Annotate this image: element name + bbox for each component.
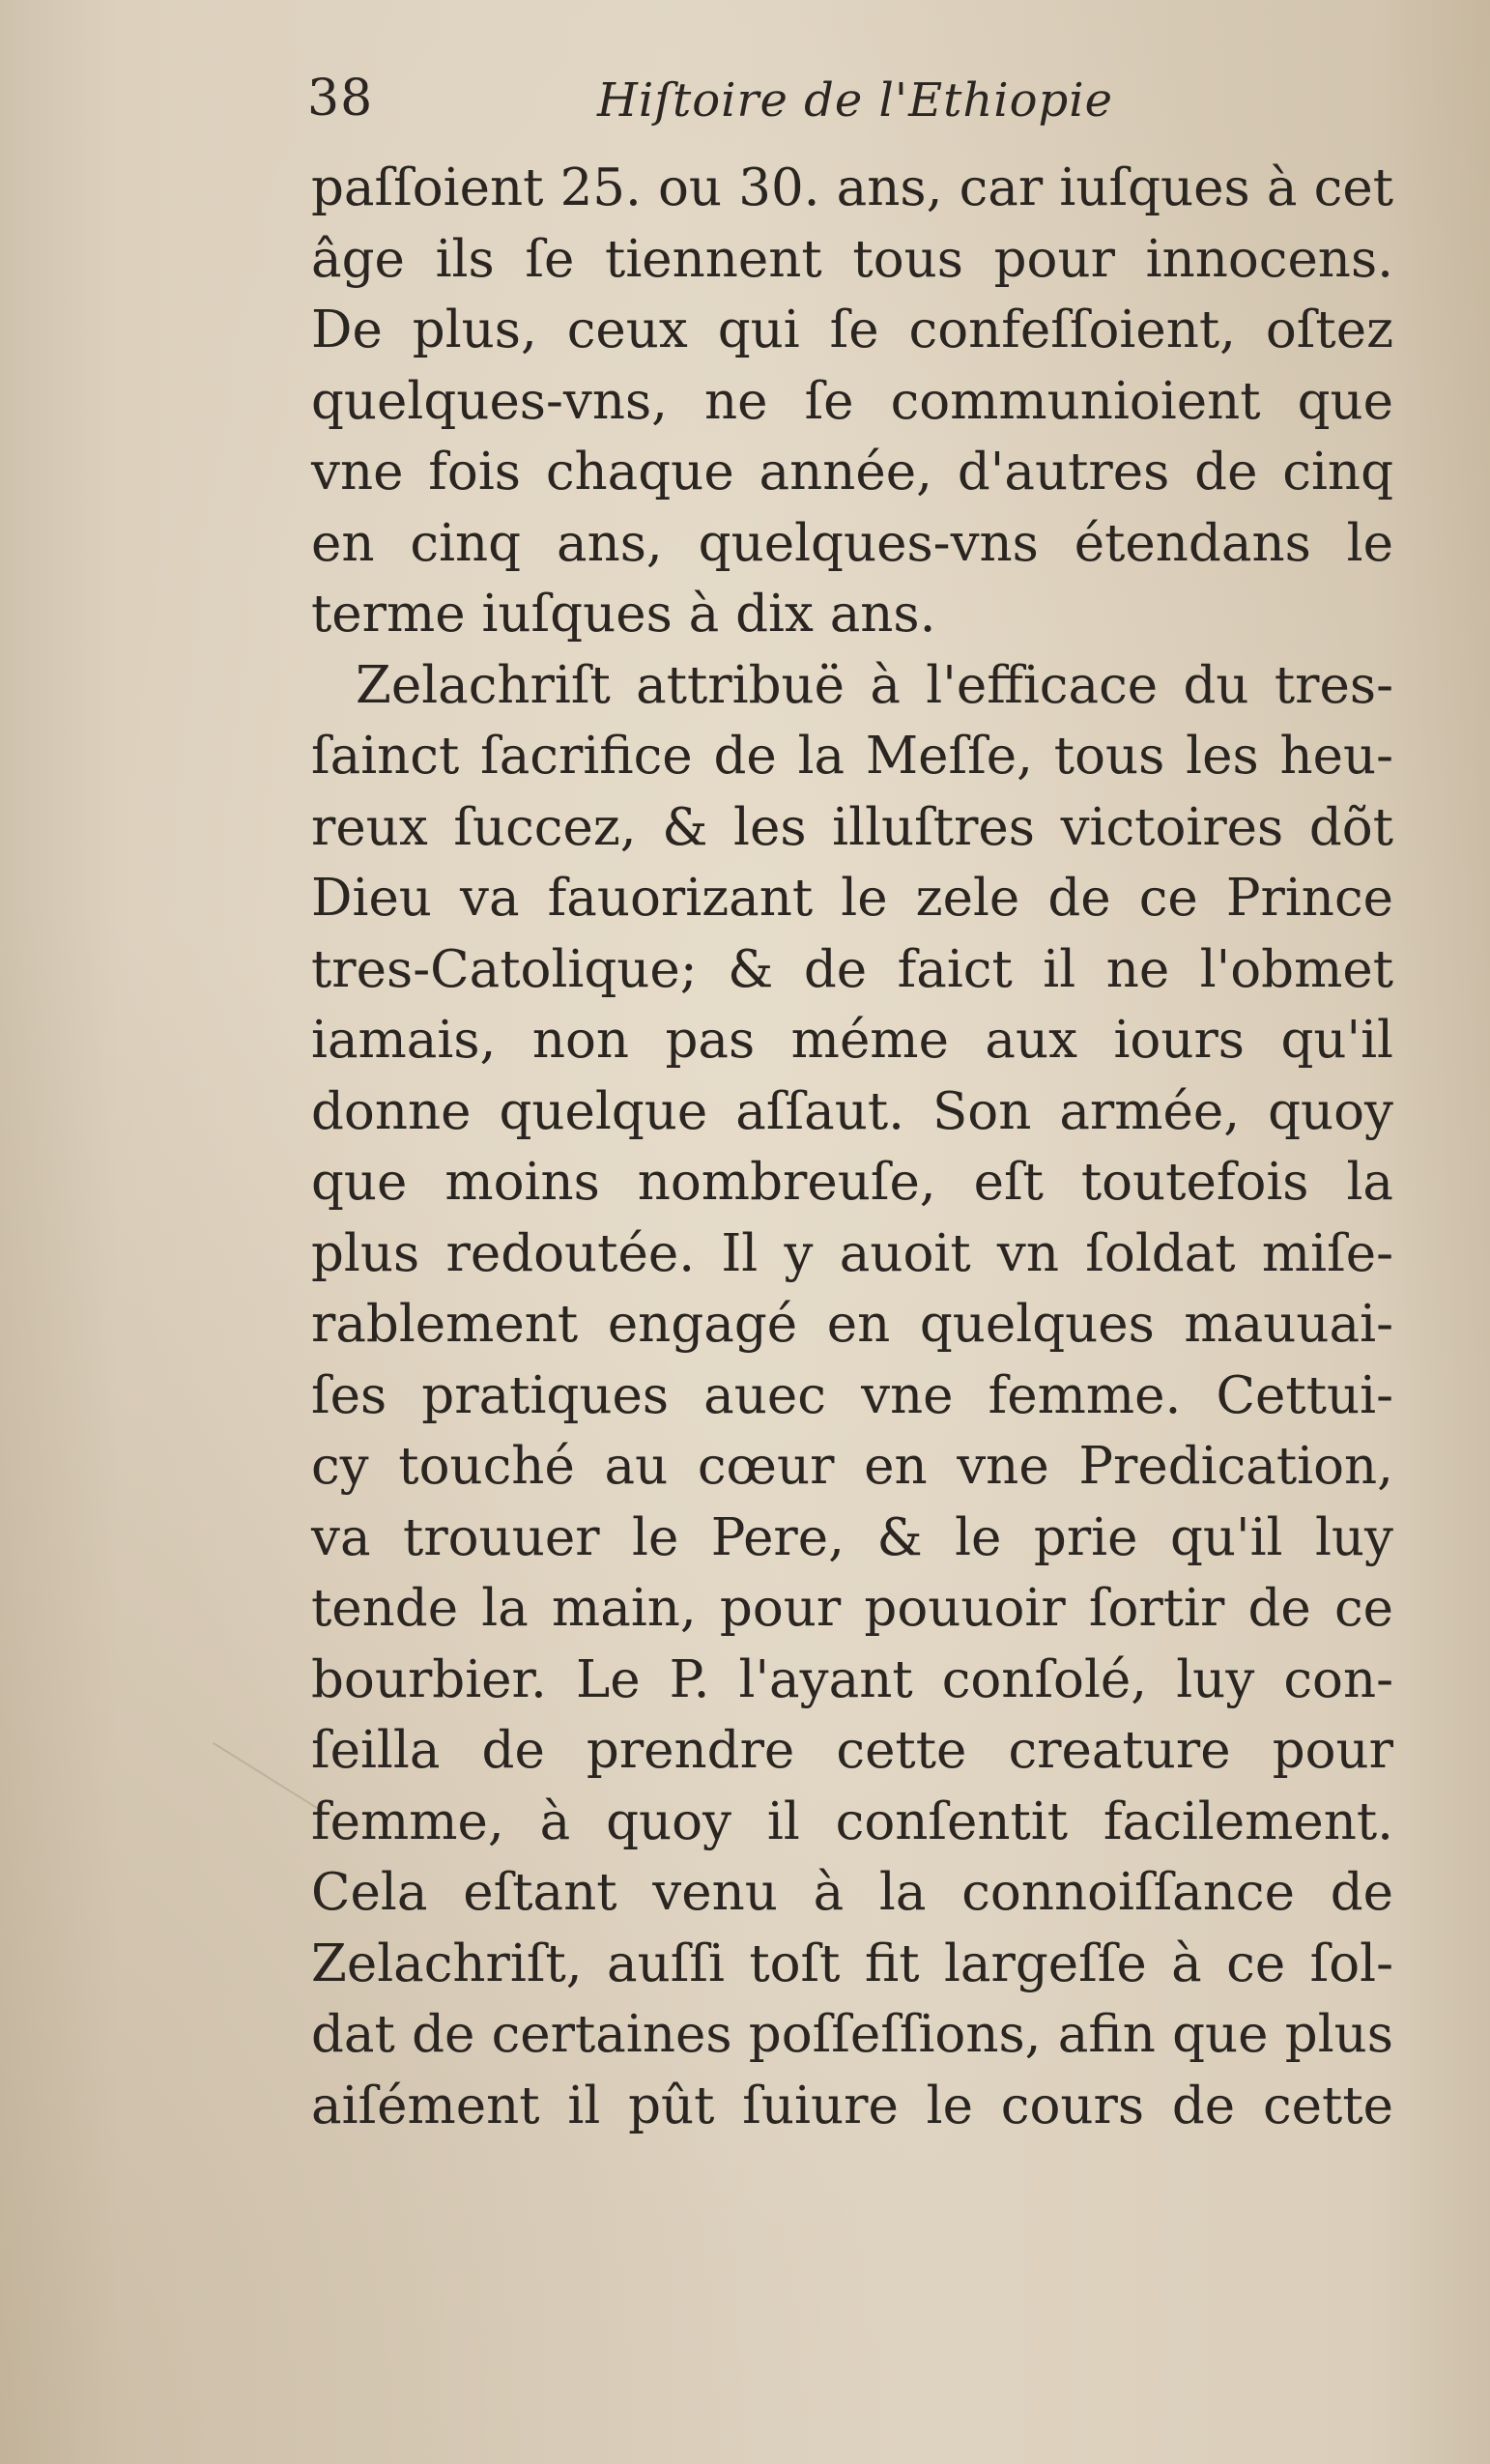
text-line: ſes pratiques auec vne femme. Cettui- bbox=[311, 1365, 1393, 1425]
text-line: paſſoient 25. ou 30. ans, car iuſques à cet bbox=[311, 158, 1393, 217]
text-line: dat de certaines poſſeſſions, afin que plus bbox=[311, 2005, 1393, 2064]
text-line: terme iuſques à dix ans. bbox=[311, 585, 936, 644]
text-line: femme, à quoy il conſentit facilement. bbox=[311, 1791, 1393, 1851]
text-line: vne fois chaque année, d'autres de cinq bbox=[311, 443, 1393, 501]
text-line: ſeilla de prendre cette creature pour bbox=[311, 1721, 1393, 1780]
text-line: quelques-vns, ne ſe communioient que bbox=[311, 371, 1393, 431]
page-number: 38 bbox=[307, 70, 374, 128]
text-line: iamais, non pas méme aux iours qu'il bbox=[311, 1011, 1393, 1070]
text-line: que moins nombreuſe, eſt toutefois la bbox=[311, 1153, 1393, 1212]
text-line: cy touché au cœur en vne Predication, bbox=[311, 1437, 1393, 1496]
text-line: donne quelque aſſaut. Son armée, quoy bbox=[311, 1081, 1393, 1141]
text-line: en cinq ans, quelques-vns étendans le bbox=[311, 513, 1393, 573]
text-line: tres-Catolique; & de faict il ne l'obmet bbox=[311, 939, 1393, 999]
text-line: plus redoutée. Il y auoit vn ſoldat miſe- bbox=[311, 1223, 1393, 1283]
running-title: Hiſtoire de l'Ethiopie bbox=[597, 73, 1114, 128]
text-line: Cela eſtant venu à la connoiſſance de bbox=[311, 1863, 1393, 1922]
text-line: De plus, ceux qui ſe confeſſoient, oſtez bbox=[311, 301, 1393, 359]
text-line: aiſément il pût ſuiure le cours de cette bbox=[311, 2076, 1393, 2135]
text-line: ſainct ſacrifice de la Meſſe, tous les heu- bbox=[311, 727, 1393, 786]
text-line: Dieu va fauorizant le zele de ce Prince bbox=[311, 869, 1393, 928]
body-text bbox=[311, 153, 1393, 2141]
text-line: Zelachriſt, auſſi toſt fit largeſſe à ce ſol- bbox=[311, 1934, 1393, 1993]
paragraph-start-line: Zelachriſt attribuë à l'efficace du tres- bbox=[356, 655, 1393, 715]
text-line: rablement engagé en quelques mauuai- bbox=[311, 1295, 1393, 1354]
text-line: va trouuer le Pere, & le prie qu'il luy bbox=[311, 1507, 1393, 1567]
text-line: âge ils ſe tiennent tous pour innocens. bbox=[311, 229, 1393, 289]
text-line: bourbier. Le P. l'ayant conſolé, luy con- bbox=[311, 1649, 1393, 1709]
text-line: tende la main, pour pouuoir ſortir de ce bbox=[311, 1579, 1393, 1638]
text-line: reux ſuccez, & les illuſtres victoires dõt bbox=[311, 797, 1393, 857]
page-header bbox=[307, 70, 1390, 157]
